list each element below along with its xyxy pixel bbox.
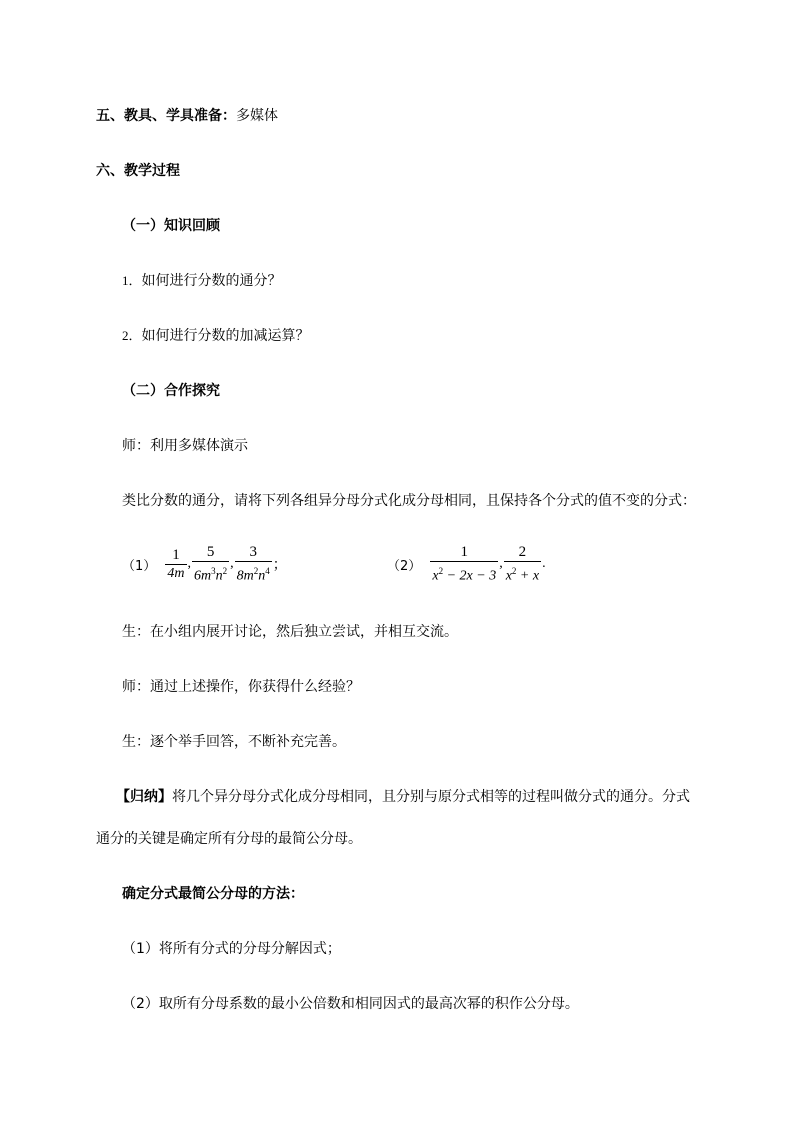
formula-2-label: （2） bbox=[387, 558, 422, 574]
section-5-heading: 五、教具、学具准备： bbox=[96, 108, 236, 124]
method-heading: 确定分式最简公分母的方法： bbox=[122, 886, 304, 902]
task-instruction: 类比分数的通分，请将下列各组异分母分式化成分母相同，且保持各个分式的值不变的分式： bbox=[122, 493, 696, 509]
student-line-2: 生：逐个举手回答，不断补充完善。 bbox=[122, 734, 346, 750]
formula-group-2: （2） $\frac{1}{x^2 - 2x - 3}$ , $\frac{2}{x^2 + x}$ . bbox=[387, 544, 546, 584]
fraction-3-8m2n4 bbox=[235, 543, 272, 586]
summary-line-2: 通分的关键是确定所有分母的最简公分母。 bbox=[96, 831, 362, 847]
teacher-line-1: 师：利用多媒体演示 bbox=[122, 438, 248, 454]
section-6-heading: 六、教学过程 bbox=[96, 163, 180, 179]
summary-line-1 bbox=[116, 788, 690, 806]
teacher-line-2: 师：通过上述操作，你获得什么经验？ bbox=[122, 679, 360, 695]
section-5 bbox=[96, 107, 278, 125]
fraction-numerator: 1 bbox=[172, 546, 180, 563]
fraction-denominator: $8m^2n^4$ bbox=[235, 561, 272, 586]
fraction-numerator: 3 bbox=[249, 544, 257, 560]
fraction-denominator: $x^2 + x$ bbox=[504, 561, 541, 586]
fraction-denominator: $6m^3n^2$ bbox=[192, 561, 229, 586]
part2-heading: （二）合作探究 bbox=[122, 383, 220, 399]
part1-heading: （一）知识回顾 bbox=[122, 218, 220, 234]
formula-2-end: . bbox=[542, 556, 546, 572]
fraction-denominator: 4m bbox=[167, 565, 185, 581]
question-1-number: 1． bbox=[122, 273, 142, 288]
formula-1-label: （1） bbox=[122, 558, 157, 574]
question-2 bbox=[122, 327, 310, 345]
method-step-2: （2）取所有分母系数的最小公倍数和相同因式的最高次幂的积作公分母。 bbox=[122, 996, 579, 1012]
student-line-1: 生：在小组内展开讨论，然后独立尝试，并相互交流。 bbox=[122, 624, 458, 640]
fraction-5-6m3n2 bbox=[192, 543, 229, 586]
summary-tag: 【归纳】 bbox=[116, 789, 172, 805]
section-5-value: 多媒体 bbox=[236, 108, 278, 124]
formula-1-end: ； bbox=[272, 558, 287, 574]
fraction-1-quadratic bbox=[430, 543, 498, 586]
formula-group-1: （1） $\frac{1}{4m}$ , $\frac{5}{6m^3n^2}$ , $\frac{3}{8m^2n^4}$ ； bbox=[122, 544, 287, 584]
question-1-text: 如何进行分数的通分？ bbox=[141, 273, 282, 289]
fraction-denominator: $x^2 - 2x - 3$ bbox=[430, 561, 498, 586]
fraction-numerator: 2 bbox=[518, 544, 527, 560]
summary-text-1: 将几个异分母分式化成分母相同，且分别与原分式相等的过程叫做分式的通分。分式 bbox=[172, 789, 690, 805]
method-step-1: （1）将所有分式的分母分解因式； bbox=[122, 941, 341, 957]
question-1 bbox=[122, 272, 282, 290]
fraction-numerator: 1 bbox=[460, 544, 469, 560]
question-2-text: 如何进行分数的加减运算？ bbox=[141, 328, 310, 344]
fraction-numerator: 5 bbox=[206, 544, 215, 560]
fraction-2-x2-plus-x bbox=[504, 543, 541, 586]
fraction-1-4m bbox=[165, 546, 186, 583]
question-2-number: 2． bbox=[122, 328, 142, 343]
